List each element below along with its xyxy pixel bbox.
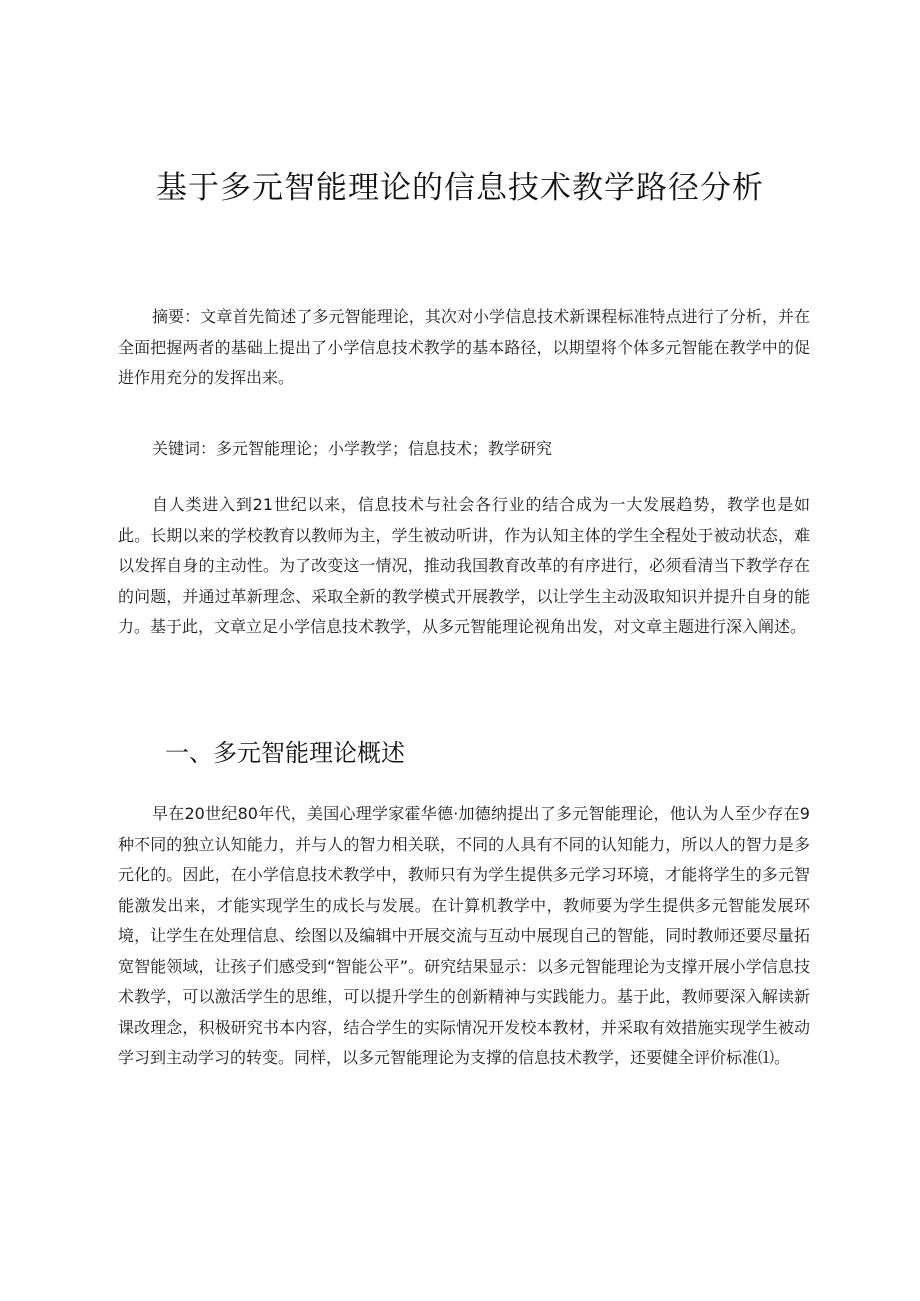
document-title: 基于多元智能理论的信息技术教学路径分析 — [156, 170, 764, 206]
section-heading: 一、多元智能理论概述 — [165, 739, 405, 767]
intro-paragraph: 自人类进入到21世纪以来，信息技术与社会各行业的结合成为一大发展趋势，教学也是如此。长期以来的学校教育以教师为主，学生被动听讲，作为认知主体的学生全程处于被动状态，难以发挥自身的主动性。为了改变这一情况，推动我国教育改革的有序进行，必须看清当下教学存在的问题，并通过革新理念、采取全新的教学模式开展教学，以让学生主动汲取知识并提升自身的能力。基于此，文章立足小学信息技术教学，从多元智能理论视角出发，对文章主题进行深入阐述。 — [118, 495, 810, 636]
abstract-paragraph: 摘要：文章首先简述了多元智能理论，其次对小学信息技术新课程标准特点进行了分析，并在全面把握两者的基础上提出了小学信息技术教学的基本路径，以期望将个体多元智能在教学中的促进作用充分的发挥出来。 — [118, 307, 810, 387]
section-body-paragraph: 早在20世纪80年代，美国心理学家霍华德·加德纳提出了多元智能理论，他认为人至少存在9种不同的独立认知能力，并与人的智力相关联，不同的人具有不同的认知能力，所以人的智力是多元化的。因此，在小学信息技术教学中，教师只有为学生提供多元学习环境，才能将学生的多元智能激发出来，才能实现学生的成长与发展。在计算机教学中，教师要为学生提供多元智能发展环境，让学生在处理信息、绘图以及编辑中开展交流与互动中展现自己的智能，同时教师还要尽量拓宽智能领域，让孩子们感受到“智能公平”。研究结果显示：以多元智能理论为支撑开展小学信息技术教学，可以激活学生的思维，可以提升学生的创新精神与实践能力。基于此，教师要深入解读新课改理念，积极研究书本内容，结合学生的实际情况开发校本教材，并采取有效措施实现学生被动学习到主动学习的转变。同样，以多元智能理论为支撑的信息技术教学，还要健全评价标准⑴。 — [118, 804, 810, 1067]
keywords-paragraph: 关键词：多元智能理论；小学教学；信息技术；教学研究 — [152, 439, 553, 458]
